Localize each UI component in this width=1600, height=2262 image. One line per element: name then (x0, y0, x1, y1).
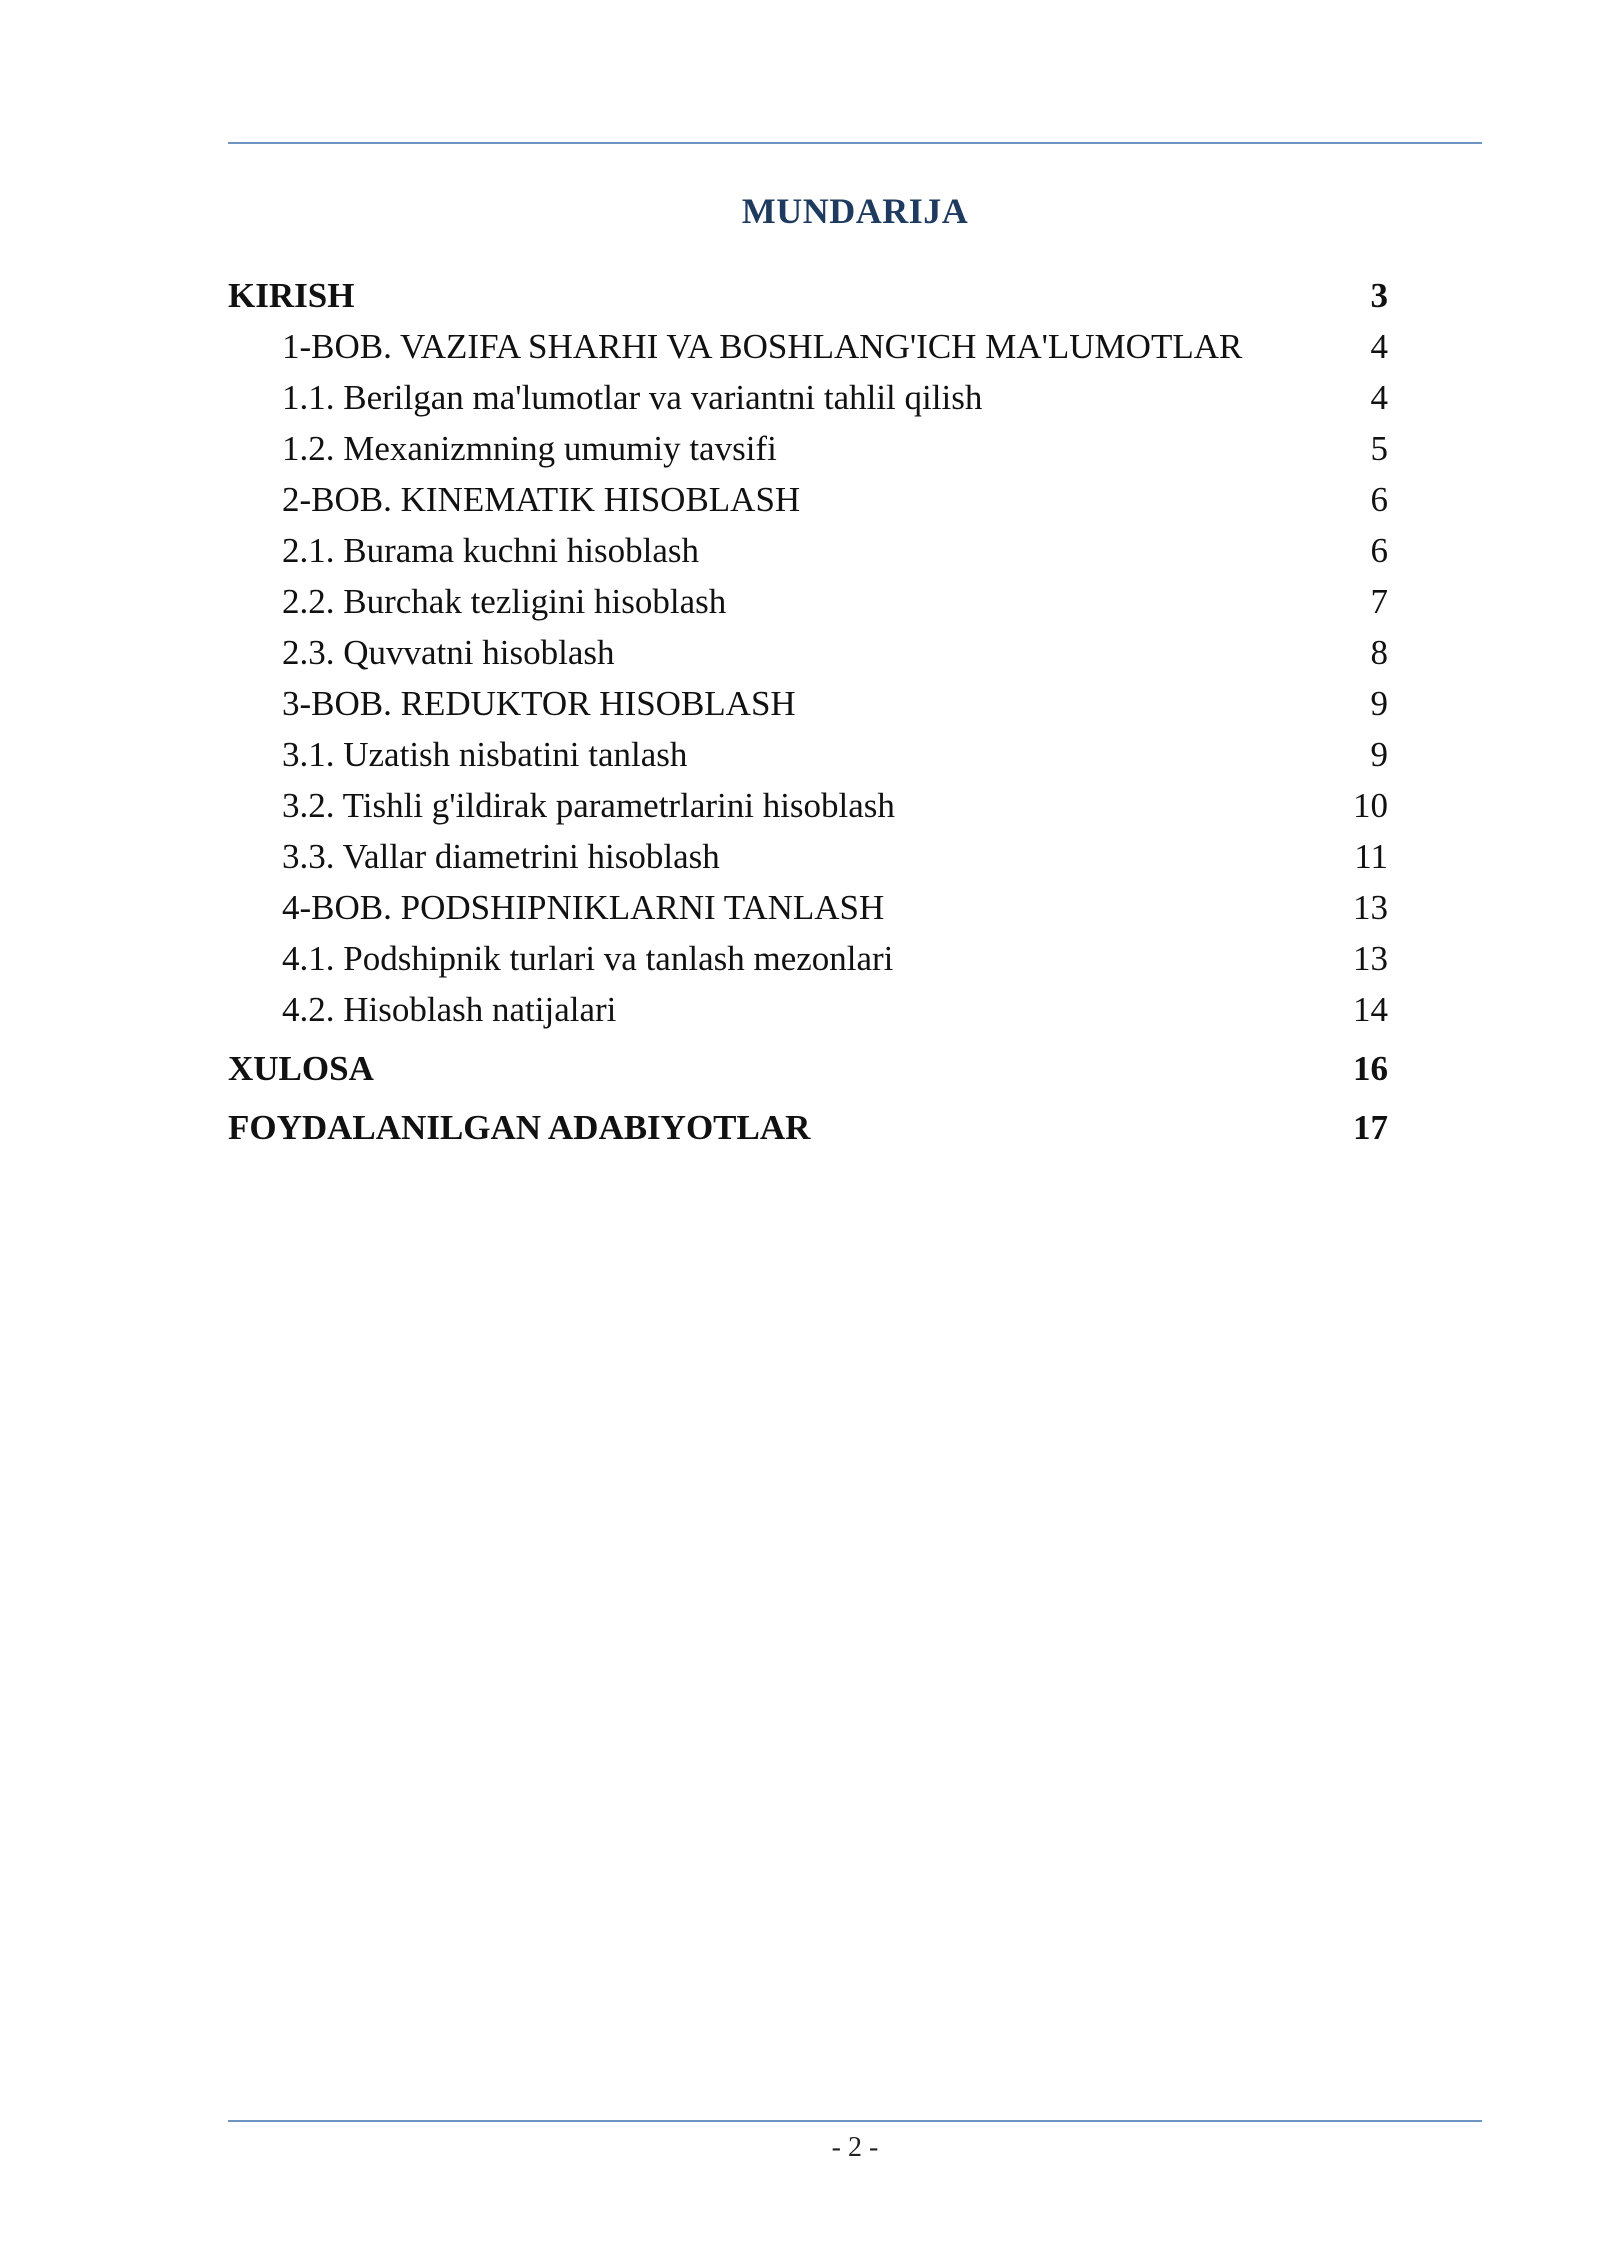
toc-entry-label: 2-BOB. KINEMATIK HISOBLASH (282, 480, 801, 519)
toc-entry-page: 6 (1370, 480, 1388, 519)
toc-entry-label: 2.1. Burama kuchni hisoblash (282, 531, 700, 570)
toc-entry-label: XULOSA (228, 1049, 374, 1088)
toc-entry-page: 5 (1370, 429, 1388, 468)
toc-entry-chapter-3[interactable] (228, 678, 1388, 729)
toc-entry-label: 4.1. Podshipnik turlari va tanlash mezonlari (282, 939, 894, 978)
toc-entry-page: 4 (1370, 378, 1388, 417)
toc-entry-page: 17 (1353, 1108, 1388, 1147)
toc-entry-2-1[interactable] (228, 525, 1388, 576)
toc-entry-label: 4.2. Hisoblash natijalari (282, 990, 617, 1029)
toc-entry-3-1[interactable] (228, 729, 1388, 780)
toc-entry-chapter-1[interactable] (228, 321, 1388, 372)
toc-entry-page: 7 (1370, 582, 1388, 621)
toc-entry-page: 9 (1370, 684, 1388, 723)
toc-entry-1-2[interactable] (228, 423, 1388, 474)
toc-entry-label: 3.2. Tishli g'ildirak parametrlarini hisoblash (282, 786, 895, 825)
toc-entry-label: 1-BOB. VAZIFA SHARHI VA BOSHLANG'ICH MA'LUMOTLAR (282, 327, 1243, 366)
toc-entry-xulosa[interactable] (228, 1043, 1388, 1094)
toc-entry-page: 4 (1370, 327, 1388, 366)
page-number: - 2 - (831, 2132, 879, 2163)
toc-entry-label: 4-BOB. PODSHIPNIKLARNI TANLASH (282, 888, 885, 927)
toc-entry-chapter-2[interactable] (228, 474, 1388, 525)
header-rule (228, 142, 1482, 144)
toc-entry-2-3[interactable] (228, 627, 1388, 678)
toc-entry-page: 14 (1353, 990, 1388, 1029)
toc-entry-label: 3-BOB. REDUKTOR HISOBLASH (282, 684, 796, 723)
toc-entry-label: 1.1. Berilgan ma'lumotlar va variantni tahlil qilish (282, 378, 983, 417)
toc-entry-label: 1.2. Mexanizmning umumiy tavsifi (282, 429, 777, 468)
toc-entry-label: 2.3. Quvvatni hisoblash (282, 633, 615, 672)
toc-entry-kirish[interactable] (228, 270, 1388, 321)
toc-entry-4-2[interactable] (228, 984, 1388, 1035)
footer-rule (228, 2120, 1482, 2122)
toc-entry-page: 16 (1353, 1049, 1388, 1088)
toc-entry-page: 3 (1370, 276, 1388, 315)
toc-entry-page: 8 (1370, 633, 1388, 672)
toc-entry-4-1[interactable] (228, 933, 1388, 984)
toc-entry-3-3[interactable] (228, 831, 1388, 882)
toc-entry-label: KIRISH (228, 276, 355, 315)
toc-entry-page: 10 (1353, 786, 1388, 825)
toc-entry-page: 9 (1370, 735, 1388, 774)
toc-entry-label: FOYDALANILGAN ADABIYOTLAR (228, 1108, 811, 1147)
table-of-contents (228, 270, 1388, 1153)
toc-entry-page: 6 (1370, 531, 1388, 570)
toc-entry-page: 11 (1354, 837, 1388, 876)
toc-entry-label: 3.1. Uzatish nisbatini tanlash (282, 735, 688, 774)
toc-entry-1-1[interactable] (228, 372, 1388, 423)
toc-entry-3-2[interactable] (228, 780, 1388, 831)
toc-entry-label: 2.2. Burchak tezligini hisoblash (282, 582, 727, 621)
toc-title: MUNDARIJA (741, 191, 969, 231)
toc-entry-page: 13 (1353, 939, 1388, 978)
toc-entry-adabiyotlar[interactable] (228, 1102, 1388, 1153)
toc-entry-chapter-4[interactable] (228, 882, 1388, 933)
toc-entry-label: 3.3. Vallar diametrini hisoblash (282, 837, 720, 876)
toc-entry-2-2[interactable] (228, 576, 1388, 627)
toc-entry-page: 13 (1353, 888, 1388, 927)
